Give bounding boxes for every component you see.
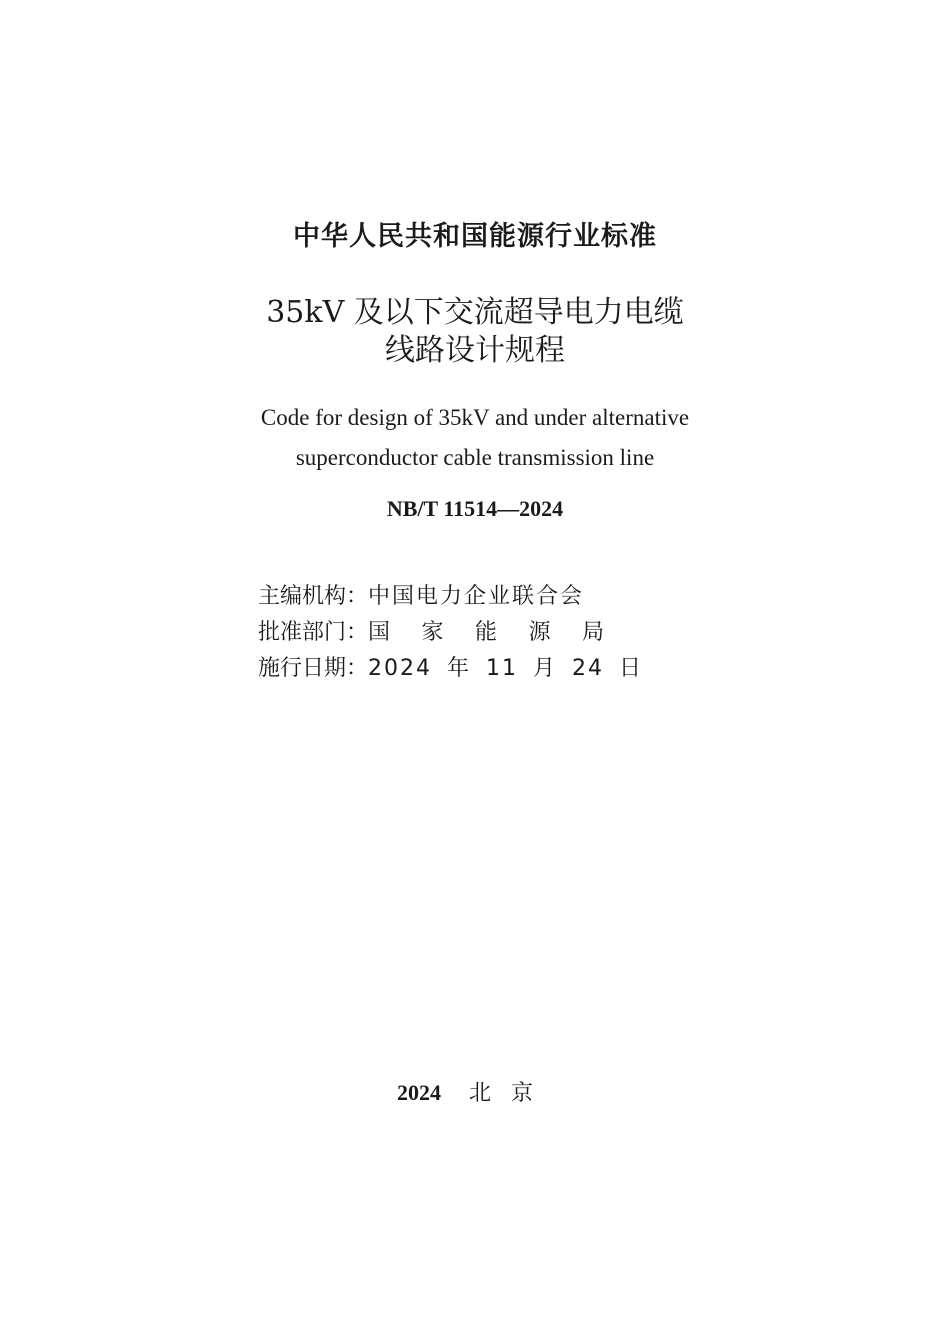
editor-label: 主编机构： bbox=[258, 584, 369, 609]
approver-label: 批准部门： bbox=[258, 620, 369, 645]
standard-number: NB/T 11514—2024 bbox=[386, 496, 564, 521]
english-title-line-2: superconductor cable transmission line bbox=[295, 445, 655, 470]
approver-char: 能 bbox=[474, 620, 497, 645]
chinese-title-line-1: 35kV 及以下交流超导电力电缆 bbox=[266, 295, 684, 330]
standard-category-heading: 中华人民共和国能源行业标准 bbox=[293, 221, 657, 252]
publication-info bbox=[258, 579, 643, 687]
effective-date-row bbox=[258, 651, 643, 687]
english-title bbox=[0, 398, 950, 478]
chinese-title-line-2: 线路设计规程 bbox=[385, 333, 565, 368]
approver-char: 家 bbox=[421, 620, 444, 645]
editor-value: 中国电力企业联合会 bbox=[368, 584, 585, 609]
approver-char: 局 bbox=[581, 620, 604, 645]
chinese-title bbox=[0, 294, 950, 370]
approver-value bbox=[368, 615, 604, 651]
english-title-line-1: Code for design of 35kV and under alternative bbox=[260, 405, 690, 430]
editor-row bbox=[258, 579, 643, 615]
publication-city: 北京 bbox=[468, 1081, 553, 1106]
effective-date-label: 施行日期： bbox=[258, 656, 369, 681]
publication-footer bbox=[0, 1076, 950, 1107]
approver-char: 国 bbox=[368, 620, 391, 645]
effective-date-value: 2024 年 11 月 24 日 bbox=[368, 656, 643, 681]
approver-char: 源 bbox=[528, 620, 551, 645]
approver-row bbox=[258, 615, 643, 651]
publication-year: 2024 bbox=[396, 1080, 441, 1105]
